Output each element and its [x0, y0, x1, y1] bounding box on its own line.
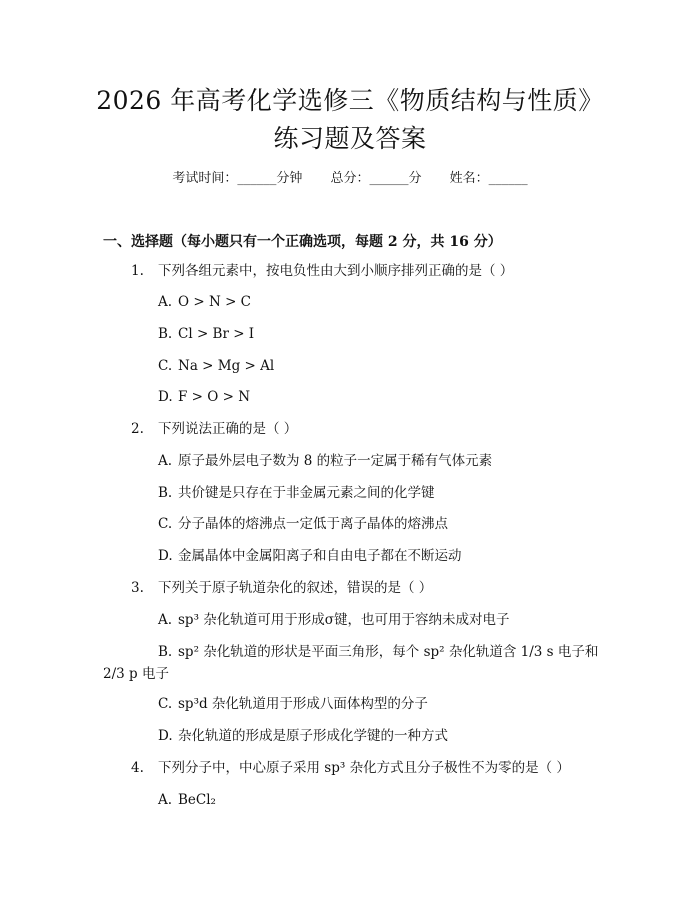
option-letter: A. [158, 792, 173, 808]
option-text: Na > Mg > Al [178, 358, 275, 374]
question-text: 下列各组元素中，按电负性由大到小顺序排列正确的是（ ） [158, 263, 514, 279]
option-text: 金属晶体中金属阳离子和自由电子都在不断运动 [178, 548, 462, 564]
question-1-option-a [158, 292, 251, 312]
question-1-option-c [158, 356, 274, 376]
question-2-option-c [158, 514, 448, 534]
option-letter: A. [158, 294, 173, 310]
option-letter: A. [158, 612, 173, 628]
option-letter: B. [158, 326, 173, 342]
question-3-option-a [158, 610, 510, 630]
option-letter: D. [158, 548, 173, 564]
option-letter: B. [158, 644, 173, 660]
question-1 [131, 261, 513, 281]
option-text: 原子最外层电子数为 8 的粒子一定属于稀有气体元素 [178, 453, 493, 469]
question-4 [131, 758, 570, 778]
question-1-option-b [158, 324, 254, 344]
question-3-option-c [158, 694, 428, 714]
question-text: 下列关于原子轨道杂化的叙述，错误的是（ ） [158, 580, 433, 596]
document-title-line2: 练习题及答案 [273, 124, 427, 153]
exam-total-score: 总分：______分 [330, 171, 422, 186]
question-number: 2. [131, 421, 144, 437]
option-letter: C. [158, 696, 173, 712]
section-heading-choice: 一、选择题（每小题只有一个正确选项，每题 2 分，共 16 分） [103, 234, 502, 250]
exam-name: 姓名：______ [449, 171, 528, 186]
option-text: 分子晶体的熔沸点一定低于离子晶体的熔沸点 [178, 516, 448, 532]
option-text: O > N > C [178, 294, 251, 310]
option-text: sp² 杂化轨道的形状是平面三角形，每个 sp² 杂化轨道含 1/3 s 电子和 [178, 644, 599, 660]
question-2-option-b [158, 483, 435, 503]
option-text: 共价键是只存在于非金属元素之间的化学键 [178, 485, 435, 501]
question-text: 下列分子中，中心原子采用 sp³ 杂化方式且分子极性不为零的是（ ） [158, 760, 570, 776]
option-letter: D. [158, 389, 173, 405]
document-title-line1: 2026 年高考化学选修三《物质结构与性质》 [96, 86, 604, 115]
question-4-option-a [158, 790, 216, 810]
question-3-option-d [158, 726, 448, 746]
exam-time: 考试时间：______分钟 [172, 171, 303, 186]
question-2-option-a [158, 451, 492, 471]
exam-meta [0, 170, 700, 188]
question-number: 4. [131, 760, 144, 776]
option-letter: C. [158, 358, 173, 374]
question-3 [131, 578, 432, 598]
option-text: BeCl₂ [178, 792, 216, 808]
question-3-option-b-continued: 2/3 p 电子 [103, 666, 169, 682]
question-1-option-d [158, 387, 250, 407]
option-text: F > O > N [178, 389, 251, 405]
question-3-option-b [158, 642, 598, 662]
option-text: sp³d 杂化轨道用于形成八面体构型的分子 [178, 696, 428, 712]
option-letter: B. [158, 485, 173, 501]
question-2 [131, 419, 297, 439]
question-2-option-d [158, 546, 462, 566]
question-number: 3. [131, 580, 144, 596]
option-letter: A. [158, 453, 173, 469]
option-text: Cl > Br > I [178, 326, 255, 342]
question-number: 1. [131, 263, 144, 279]
question-text: 下列说法正确的是（ ） [158, 421, 298, 437]
option-text: 杂化轨道的形成是原子形成化学键的一种方式 [178, 728, 448, 744]
option-text: sp³ 杂化轨道可用于形成σ键，也可用于容纳未成对电子 [178, 612, 510, 628]
option-letter: C. [158, 516, 173, 532]
option-letter: D. [158, 728, 173, 744]
